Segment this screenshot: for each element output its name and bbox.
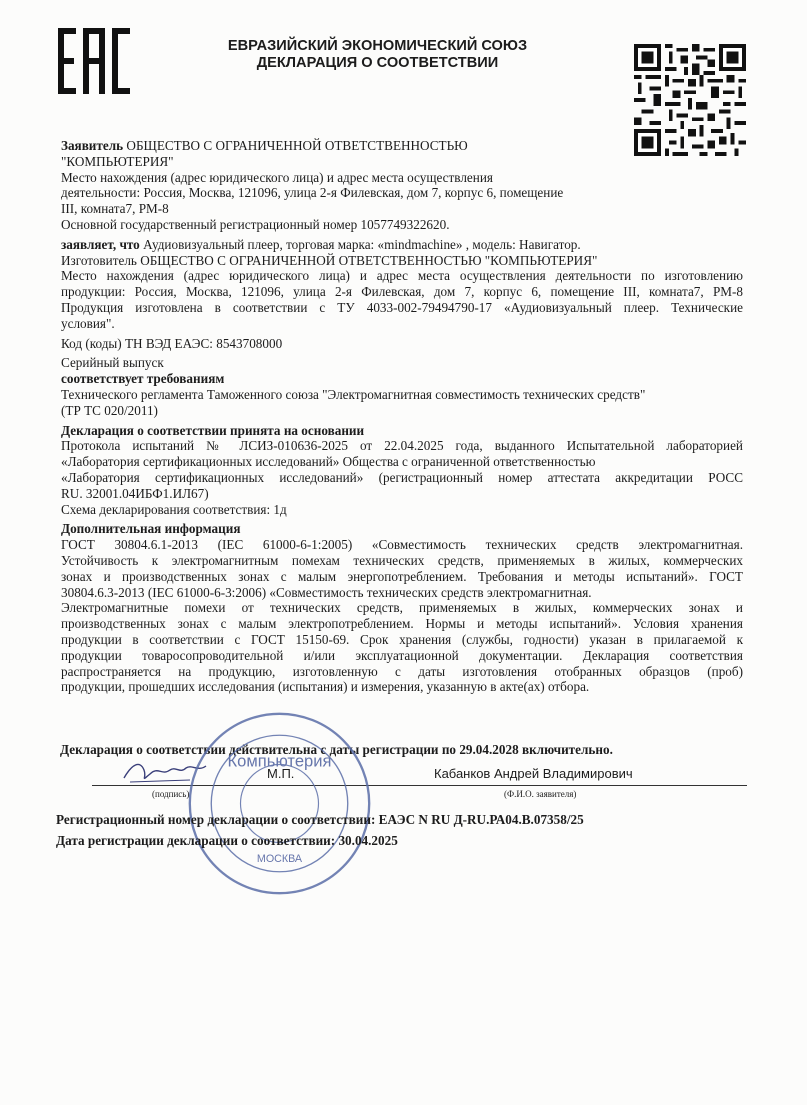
additional-line-5: Электромагнитные помехи от технических средств, применяемых в жилых, коммерческих зонах и	[61, 600, 743, 616]
basis-line-4: RU. 32001.04ИБФ1.ИЛ67)	[61, 485, 209, 501]
basis-label: Декларация о соответствии принята на основании	[61, 422, 365, 438]
validity-statement: Декларация о соответствии действительна с даты регистрации по 29.04.2028 включительно.	[60, 742, 613, 757]
additional-line-8: продукции товаросопроводительной и/или эксплуатационной документации. Декларация соответствия	[61, 647, 743, 663]
manufacturer-line-5: условия".	[61, 315, 115, 331]
applicant-name: ОБЩЕСТВО С ОГРАНИЧЕННОЙ ОТВЕТСТВЕННОСТЬЮ	[123, 138, 468, 153]
applicant-address-3: III, комната7, РМ-8	[61, 201, 169, 217]
applicant-address-1: Место нахождения (адрес юридического лица) и адрес места осуществления	[61, 169, 493, 185]
additional-line-6: производственных зонах с малым электропотреблением. Нормы и методы испытаний». Условия хранения	[61, 616, 743, 632]
applicant-name-continued: "КОМПЬЮТЕРИЯ"	[61, 153, 174, 169]
signer-name: Кабанков Андрей Владимирович	[434, 766, 633, 781]
name-caption: (Ф.И.О. заявителя)	[504, 789, 577, 799]
applicant-block	[61, 138, 743, 154]
registration-date: Дата регистрации декларации о соответствии: 30.04.2025	[56, 833, 398, 848]
conforms-line-2: (ТР ТС 020/2011)	[61, 402, 158, 418]
additional-line-4: 30804.6.3-2013 (IEC 61000-6-3:2006) «Совместимость технических средств электромагнитная.	[61, 584, 592, 600]
conforms-label: соответствует требованиям	[61, 371, 225, 387]
document-title: ДЕКЛАРАЦИЯ О СООТВЕТСТВИИ	[256, 55, 499, 71]
additional-line-2: Устойчивость к электромагнитным помехам технических средств, применяемых в жилых, коммерческих	[61, 552, 743, 568]
registration-number: Регистрационный номер декларации о соответствии: ЕАЭС N RU Д-RU.РА04.В.07358/25	[56, 812, 584, 827]
signature-caption: (подпись)	[152, 789, 190, 799]
manufacturer-line-2: Место нахождения (адрес юридического лица) и адрес места осуществления деятельности по изготовлению	[61, 268, 743, 284]
document-header	[185, 38, 570, 72]
additional-line-1: ГОСТ 30804.6.1-2013 (IEC 61000-6-1:2005) «Совместимость технических средств электромагнитная.	[61, 537, 743, 553]
product-description: Аудиовизуальный плеер, торговая марка: «mindmachine» , модель: Навигатор.	[139, 236, 581, 252]
manufacturer-line-4: Продукция изготовлена в соответствии с ТУ 4033-002-79494790-17 «Аудиовизуальный плеер. Технические	[61, 299, 743, 315]
declaration-scheme: Схема декларирования соответствия: 1д	[61, 501, 287, 517]
company-seal	[182, 706, 377, 901]
basis-line-3: «Лаборатория сертификационных исследований» (регистрационный номер аттестата аккредитации РОСС	[61, 469, 743, 485]
release-type: Серийный выпуск	[61, 355, 164, 371]
additional-line-9: распространяется на продукцию, изготовленную с даты изготовления отобранных образцов (проб)	[61, 663, 743, 679]
declaration-body	[61, 138, 743, 695]
eac-mark-icon	[58, 28, 130, 94]
additional-line-3: зонах и производственных зонах с малым энергопотреблением. Требования и методы испытаний». ГОСТ	[61, 568, 743, 584]
applicant-label: Заявитель	[61, 138, 124, 153]
basis-line-2: «Лаборатория сертификационных исследований» Общества с ограниченной ответственностью	[61, 454, 596, 470]
manufacturer-line-3: продукции: Россия, Москва, 121096, улица 2-я Филевская, дом 7, корпус 6, помещение III, комната7, РМ-8	[61, 284, 743, 300]
manufacturer-line-1: Изготовитель ОБЩЕСТВО С ОГРАНИЧЕННОЙ ОТВЕТСТВЕННОСТЬЮ "КОМПЬЮТЕРИЯ"	[61, 252, 598, 268]
applicant-address-2: деятельности: Россия, Москва, 121096, улица 2-я Филевская, дом 7, корпус 6, помещение	[61, 185, 564, 201]
conforms-line-1: Технического регламента Таможенного союза "Электромагнитная совместимость технических средств"	[61, 386, 646, 402]
declares-label: заявляет, что	[61, 236, 140, 252]
declares-block	[61, 237, 743, 253]
seal-place-label: М.П.	[267, 766, 295, 781]
seal-city-text: МОСКВА	[256, 853, 303, 865]
additional-line-7: продукции в соответствии с ГОСТ 15150-69. Срок хранения (службы, годности) указан в прилагаемой к	[61, 631, 743, 647]
tn-ved-code: Код (коды) ТН ВЭД ЕАЭС: 8543708000	[61, 335, 283, 351]
additional-info-label: Дополнительная информация	[61, 521, 241, 537]
additional-line-10: продукции, прошедших исследования (испытания) и измерения, указанную в акте(ах) отбора.	[61, 679, 590, 695]
union-title: ЕВРАЗИЙСКИЙ ЭКОНОМИЧЕСКИЙ СОЮЗ	[227, 38, 528, 54]
basis-line-1: Протокола испытаний № ЛСИЗ-010636-2025 от 22.04.2025 года, выданного Испытательной лабораторией	[61, 438, 743, 454]
seal-company-text: Компьютерия	[227, 751, 332, 771]
applicant-ogrn: Основной государственный регистрационный номер 1057749322620.	[61, 216, 450, 232]
